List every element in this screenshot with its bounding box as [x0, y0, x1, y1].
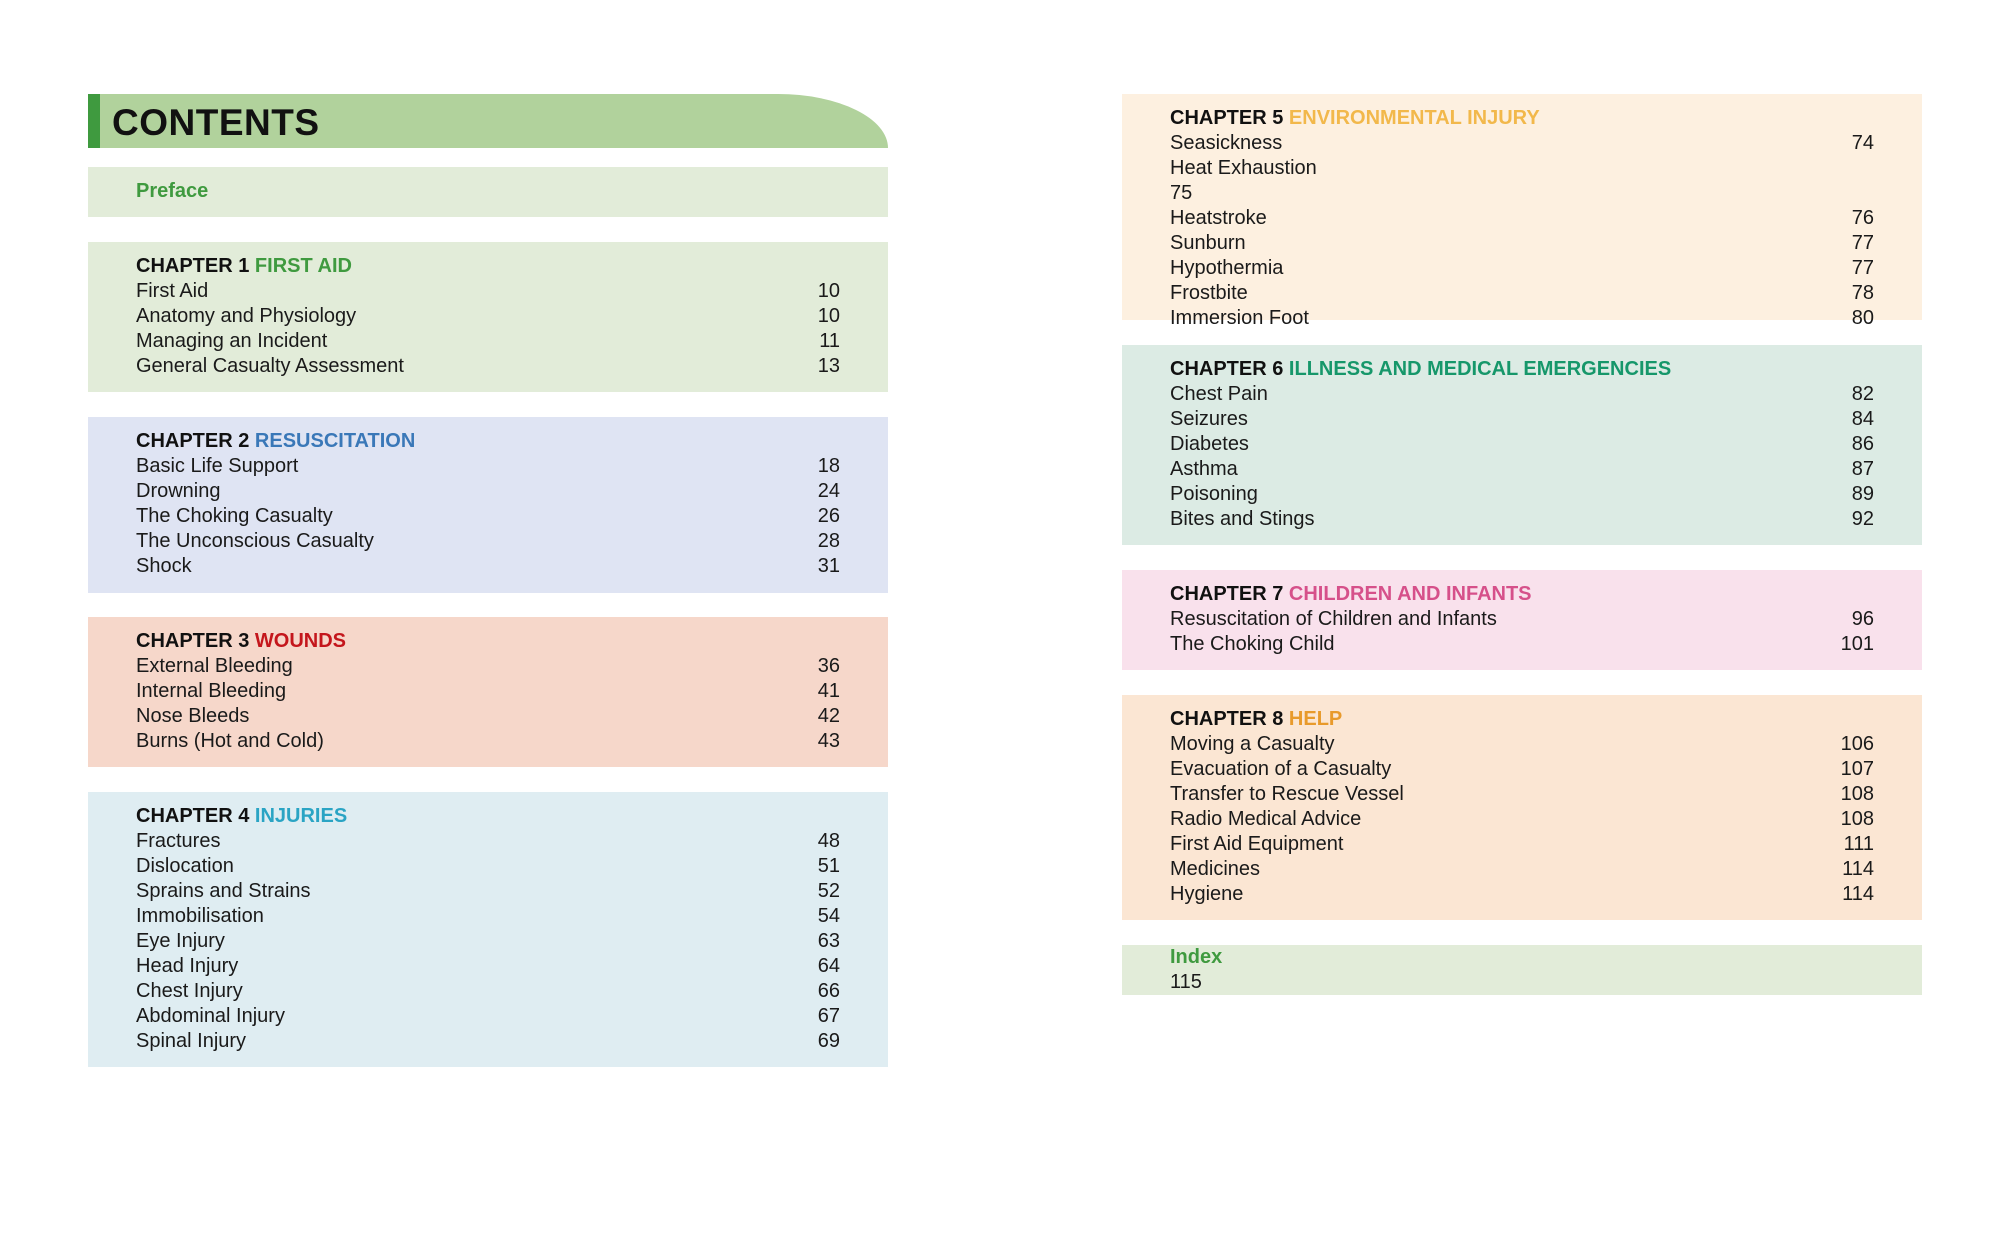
toc-entry[interactable]	[1170, 206, 1874, 231]
toc-entry-page: 82	[1851, 383, 1874, 405]
toc-entry-page: 76	[1851, 207, 1874, 229]
toc-entry[interactable]	[1170, 782, 1874, 807]
toc-entry-title: Chest Injury	[136, 980, 243, 1002]
chapter-number: CHAPTER 7	[1170, 583, 1284, 605]
toc-entry[interactable]	[1170, 807, 1874, 832]
chapter-title: ILLNESS AND MEDICAL EMERGENCIES	[1288, 358, 1672, 380]
toc-entry-page: 11	[819, 330, 840, 352]
toc-entry[interactable]	[136, 704, 840, 729]
chapter-title: INJURIES	[254, 805, 348, 827]
toc-entry[interactable]	[1170, 281, 1874, 306]
toc-entry-page: 92	[1851, 508, 1874, 530]
toc-entry-title: Dislocation	[136, 855, 234, 877]
toc-entry-page: 74	[1851, 132, 1874, 154]
toc-entry-title: Managing an Incident	[136, 330, 328, 352]
page-title: CONTENTS	[112, 102, 320, 143]
toc-entry-page: 42	[817, 705, 840, 727]
toc-entry-title: Asthma	[1170, 458, 1238, 480]
chapter-content	[1170, 707, 1874, 907]
chapter-title: RESUSCITATION	[254, 430, 416, 452]
toc-entry[interactable]	[1170, 457, 1874, 482]
toc-entry[interactable]	[1170, 882, 1874, 907]
chapter-content	[136, 429, 840, 579]
toc-entry-title: Fractures	[136, 830, 221, 852]
toc-entry[interactable]	[136, 854, 840, 879]
toc-entry[interactable]	[1170, 306, 1874, 331]
toc-entry[interactable]	[136, 904, 840, 929]
chapter-content	[136, 629, 840, 754]
toc-entry-title: The Unconscious Casualty	[136, 530, 374, 552]
toc-entry-page: 78	[1851, 282, 1874, 304]
chapter-1-block	[88, 242, 888, 392]
toc-entry-title: Drowning	[136, 480, 221, 502]
toc-entry[interactable]	[136, 504, 840, 529]
header-accent-bar	[88, 94, 100, 148]
toc-entry[interactable]	[1170, 607, 1874, 632]
toc-entry[interactable]	[1170, 632, 1874, 657]
toc-entry-title: Anatomy and Physiology	[136, 305, 357, 327]
toc-entry-title: First Aid Equipment	[1170, 833, 1344, 855]
toc-entry[interactable]	[1170, 732, 1874, 757]
toc-entry-page: 26	[817, 505, 840, 527]
chapter-heading[interactable]	[1170, 582, 1874, 607]
chapter-number: CHAPTER 5	[1170, 107, 1284, 129]
toc-entry-page: 107	[1840, 758, 1874, 780]
chapter-number: CHAPTER 3	[136, 630, 250, 652]
toc-entry-page: 80	[1851, 307, 1874, 329]
toc-entry[interactable]	[136, 304, 840, 329]
toc-entry-title: Heat Exhaustion	[1170, 157, 1317, 179]
toc-entry-title: Eye Injury	[136, 930, 225, 952]
toc-entry-page: 84	[1851, 408, 1874, 430]
toc-entry-page: 89	[1851, 483, 1874, 505]
toc-entry[interactable]	[136, 679, 840, 704]
toc-entry-title: Internal Bleeding	[136, 680, 287, 702]
chapter-3-block	[88, 617, 888, 767]
toc-entry-page: 31	[817, 555, 840, 577]
toc-entry-page: 111	[1843, 833, 1874, 855]
toc-entry-page: 108	[1840, 808, 1874, 830]
toc-entry[interactable]	[136, 829, 840, 854]
toc-entry-title: Sprains and Strains	[136, 880, 311, 902]
toc-entry-page: 86	[1851, 433, 1874, 455]
toc-entry-title: Shock	[136, 555, 192, 577]
toc-entry[interactable]	[1170, 507, 1874, 532]
toc-entry-title: Medicines	[1170, 858, 1261, 880]
chapter-title: FIRST AID	[254, 255, 352, 277]
toc-entry-page: 48	[817, 830, 840, 852]
toc-entry-page: 13	[817, 355, 840, 377]
toc-entry[interactable]	[136, 1004, 840, 1029]
toc-entry-title: Burns (Hot and Cold)	[136, 730, 324, 752]
chapter-heading[interactable]	[136, 429, 840, 454]
toc-entry-page: 10	[817, 305, 840, 327]
toc-entry-title: The Choking Child	[1170, 633, 1335, 655]
toc-entry-title: Bites and Stings	[1170, 508, 1315, 530]
toc-entry[interactable]	[1170, 857, 1874, 882]
toc-entry[interactable]	[136, 354, 840, 379]
toc-entry-title: Evacuation of a Casualty	[1170, 758, 1392, 780]
index-link[interactable]: Index	[1170, 946, 1223, 968]
toc-entry-page: 67	[817, 1005, 840, 1027]
chapter-number: CHAPTER 2	[136, 430, 250, 452]
toc-entry[interactable]	[136, 979, 840, 1004]
toc-entry-title: Basic Life Support	[136, 455, 299, 477]
toc-entry[interactable]	[136, 529, 840, 554]
chapter-heading[interactable]	[136, 629, 840, 654]
toc-entry[interactable]	[1170, 181, 1874, 206]
toc-entry-page: 77	[1851, 257, 1874, 279]
toc-entry-title: Hygiene	[1170, 883, 1244, 905]
toc-entry-page: 24	[817, 480, 840, 502]
toc-entry-title: Chest Pain	[1170, 383, 1268, 405]
toc-entry-page: 77	[1851, 232, 1874, 254]
toc-entry[interactable]	[1170, 482, 1874, 507]
index-block	[1122, 945, 1922, 995]
toc-entry-page: 10	[817, 280, 840, 302]
toc-entry-title: Immobilisation	[136, 905, 264, 927]
toc-entry-page: 51	[817, 855, 840, 877]
toc-entry-page: 64	[817, 955, 840, 977]
chapter-heading[interactable]	[1170, 707, 1874, 732]
chapter-number: CHAPTER 4	[136, 805, 250, 827]
chapter-2-block	[88, 417, 888, 593]
toc-entry-title: Seizures	[1170, 408, 1248, 430]
toc-entry-title: Hypothermia	[1170, 257, 1284, 279]
toc-entry[interactable]	[136, 929, 840, 954]
chapter-4-block	[88, 792, 888, 1067]
toc-entry-title: Nose Bleeds	[136, 705, 250, 727]
chapter-7-block	[1122, 570, 1922, 670]
toc-entry[interactable]	[1170, 832, 1874, 857]
preface-block	[88, 167, 888, 217]
toc-entry-title: First Aid	[136, 280, 209, 302]
toc-entry-title: The Choking Casualty	[136, 505, 333, 527]
toc-entry-page: 63	[817, 930, 840, 952]
chapter-title: CHILDREN AND INFANTS	[1288, 583, 1532, 605]
toc-entry[interactable]	[1170, 382, 1874, 407]
toc-entry-title: Spinal Injury	[136, 1030, 247, 1052]
toc-entry[interactable]	[1170, 231, 1874, 256]
chapter-heading[interactable]	[1170, 106, 1874, 131]
chapter-heading[interactable]	[136, 254, 840, 279]
toc-entry-title: Heatstroke	[1170, 207, 1267, 229]
toc-entry-page: 101	[1840, 633, 1874, 655]
toc-entry[interactable]	[136, 654, 840, 679]
chapter-number: CHAPTER 6	[1170, 358, 1284, 380]
toc-entry[interactable]	[136, 479, 840, 504]
chapter-heading[interactable]	[1170, 357, 1874, 382]
toc-entry-title: 75	[1170, 182, 1193, 204]
chapter-6-block	[1122, 345, 1922, 545]
toc-entry-page: 87	[1851, 458, 1874, 480]
toc-entry[interactable]	[136, 329, 840, 354]
toc-entry-page: 96	[1851, 608, 1874, 630]
chapter-content	[1170, 357, 1874, 532]
toc-entry-page: 36	[817, 655, 840, 677]
chapter-number: CHAPTER 1	[136, 255, 250, 277]
toc-entry-page: 114	[1842, 858, 1874, 880]
toc-entry-page: 28	[817, 530, 840, 552]
toc-entry-title: Moving a Casualty	[1170, 733, 1335, 755]
chapter-content	[136, 254, 840, 379]
chapter-title: ENVIRONMENTAL INJURY	[1288, 107, 1540, 129]
index-page: 115	[1170, 971, 1202, 993]
toc-entry-title: External Bleeding	[136, 655, 293, 677]
toc-entry[interactable]	[136, 454, 840, 479]
chapter-number: CHAPTER 8	[1170, 708, 1284, 730]
chapter-content	[136, 804, 840, 1054]
toc-entry[interactable]	[1170, 757, 1874, 782]
toc-entry[interactable]	[136, 879, 840, 904]
toc-entry-title: Diabetes	[1170, 433, 1249, 455]
toc-entry[interactable]	[1170, 432, 1874, 457]
toc-entry-title: Frostbite	[1170, 282, 1248, 304]
toc-entry-page: 69	[817, 1030, 840, 1052]
toc-entry-page: 54	[817, 905, 840, 927]
toc-entry[interactable]	[136, 954, 840, 979]
toc-entry-title: Immersion Foot	[1170, 307, 1309, 329]
toc-entry-title: Poisoning	[1170, 483, 1258, 505]
toc-entry-title: Abdominal Injury	[136, 1005, 285, 1027]
toc-entry-page: 52	[817, 880, 840, 902]
toc-entry-page: 66	[817, 980, 840, 1002]
toc-entry-page: 18	[817, 455, 840, 477]
toc-entry-title: General Casualty Assessment	[136, 355, 404, 377]
chapter-5-block	[1122, 94, 1922, 329]
toc-entry[interactable]	[1170, 256, 1874, 281]
contents-header	[88, 94, 888, 148]
toc-entry-title: Sunburn	[1170, 232, 1246, 254]
toc-entry-title: Radio Medical Advice	[1170, 808, 1362, 830]
toc-entry-title: Transfer to Rescue Vessel	[1170, 783, 1404, 805]
toc-entry-title: Seasickness	[1170, 132, 1283, 154]
toc-entry[interactable]	[136, 1029, 840, 1054]
preface-link[interactable]: Preface	[136, 180, 209, 202]
chapter-content	[1170, 582, 1874, 657]
toc-entry[interactable]	[136, 729, 840, 754]
toc-entry-title: Head Injury	[136, 955, 239, 977]
toc-entry[interactable]	[136, 279, 840, 304]
toc-entry[interactable]	[136, 554, 840, 579]
toc-entry-page: 106	[1840, 733, 1874, 755]
toc-entry-title: Resuscitation of Children and Infants	[1170, 608, 1497, 630]
chapter-8-block	[1122, 695, 1922, 920]
chapter-title: HELP	[1288, 708, 1343, 730]
toc-entry[interactable]	[1170, 407, 1874, 432]
toc-entry[interactable]	[1170, 156, 1874, 181]
toc-entry-page: 108	[1840, 783, 1874, 805]
chapter-title: WOUNDS	[254, 630, 347, 652]
toc-entry-page: 41	[817, 680, 840, 702]
toc-entry-page: 114	[1842, 883, 1874, 905]
toc-entry[interactable]	[1170, 131, 1874, 156]
chapter-heading[interactable]	[136, 804, 840, 829]
toc-entry-page: 43	[817, 730, 840, 752]
chapter-content	[1170, 106, 1874, 331]
